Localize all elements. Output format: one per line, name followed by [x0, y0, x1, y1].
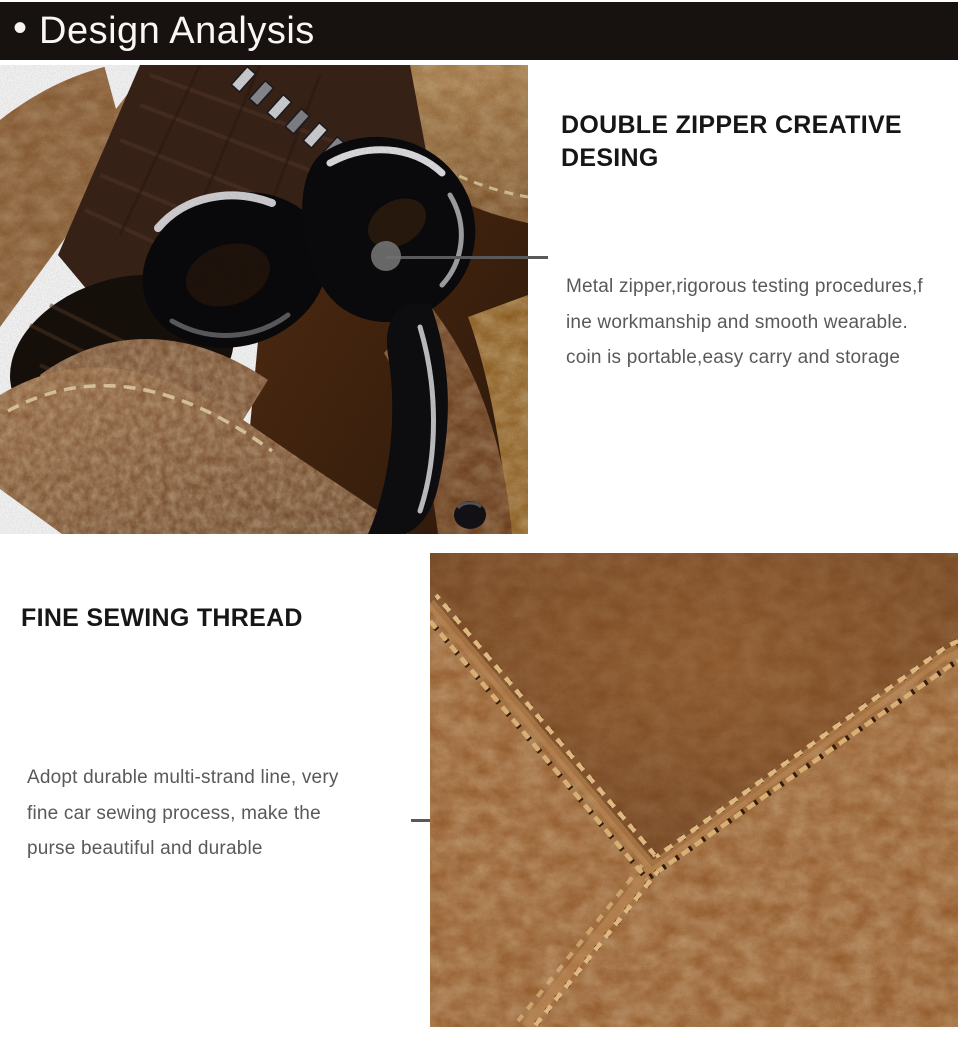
zipper-paragraph-line1: Metal zipper,rigorous testing procedures,f	[566, 276, 923, 297]
stitch-photo-illustration	[430, 553, 958, 1027]
zipper-paragraph-line3: coin is portable,easy carry and storage	[566, 347, 901, 368]
zipper-callout-dot-icon	[371, 241, 401, 271]
sewing-paragraph-line2: fine car sewing process, make the	[27, 802, 321, 824]
zipper-section-paragraph	[566, 269, 923, 376]
photo1-grain-overlay	[0, 65, 528, 534]
sewing-heading-line1: FINE SEWING THREAD	[21, 604, 303, 632]
banner-bullet-icon: •	[13, 6, 28, 50]
photo2-grain-overlay	[430, 553, 958, 1027]
zipper-section-heading	[561, 109, 902, 175]
sewing-paragraph-line1: Adopt durable multi-strand line, very	[27, 767, 339, 788]
photo-double-zipper-closeup	[0, 65, 528, 534]
zipper-heading-line2: DESING	[561, 144, 659, 172]
zipper-paragraph-line2: ine workmanship and smooth wearable.	[566, 311, 908, 333]
sewing-section-heading	[21, 602, 303, 635]
zipper-callout-line	[386, 256, 548, 259]
zipper-heading-line1: DOUBLE ZIPPER CREATIVE	[561, 111, 902, 139]
sewing-paragraph-line3: purse beautiful and durable	[27, 838, 263, 859]
banner	[0, 2, 958, 60]
photo-stitch-closeup	[430, 553, 958, 1027]
page-title: Design Analysis	[39, 9, 315, 52]
zipper-photo-illustration	[0, 65, 528, 534]
sewing-section-paragraph	[27, 760, 339, 867]
